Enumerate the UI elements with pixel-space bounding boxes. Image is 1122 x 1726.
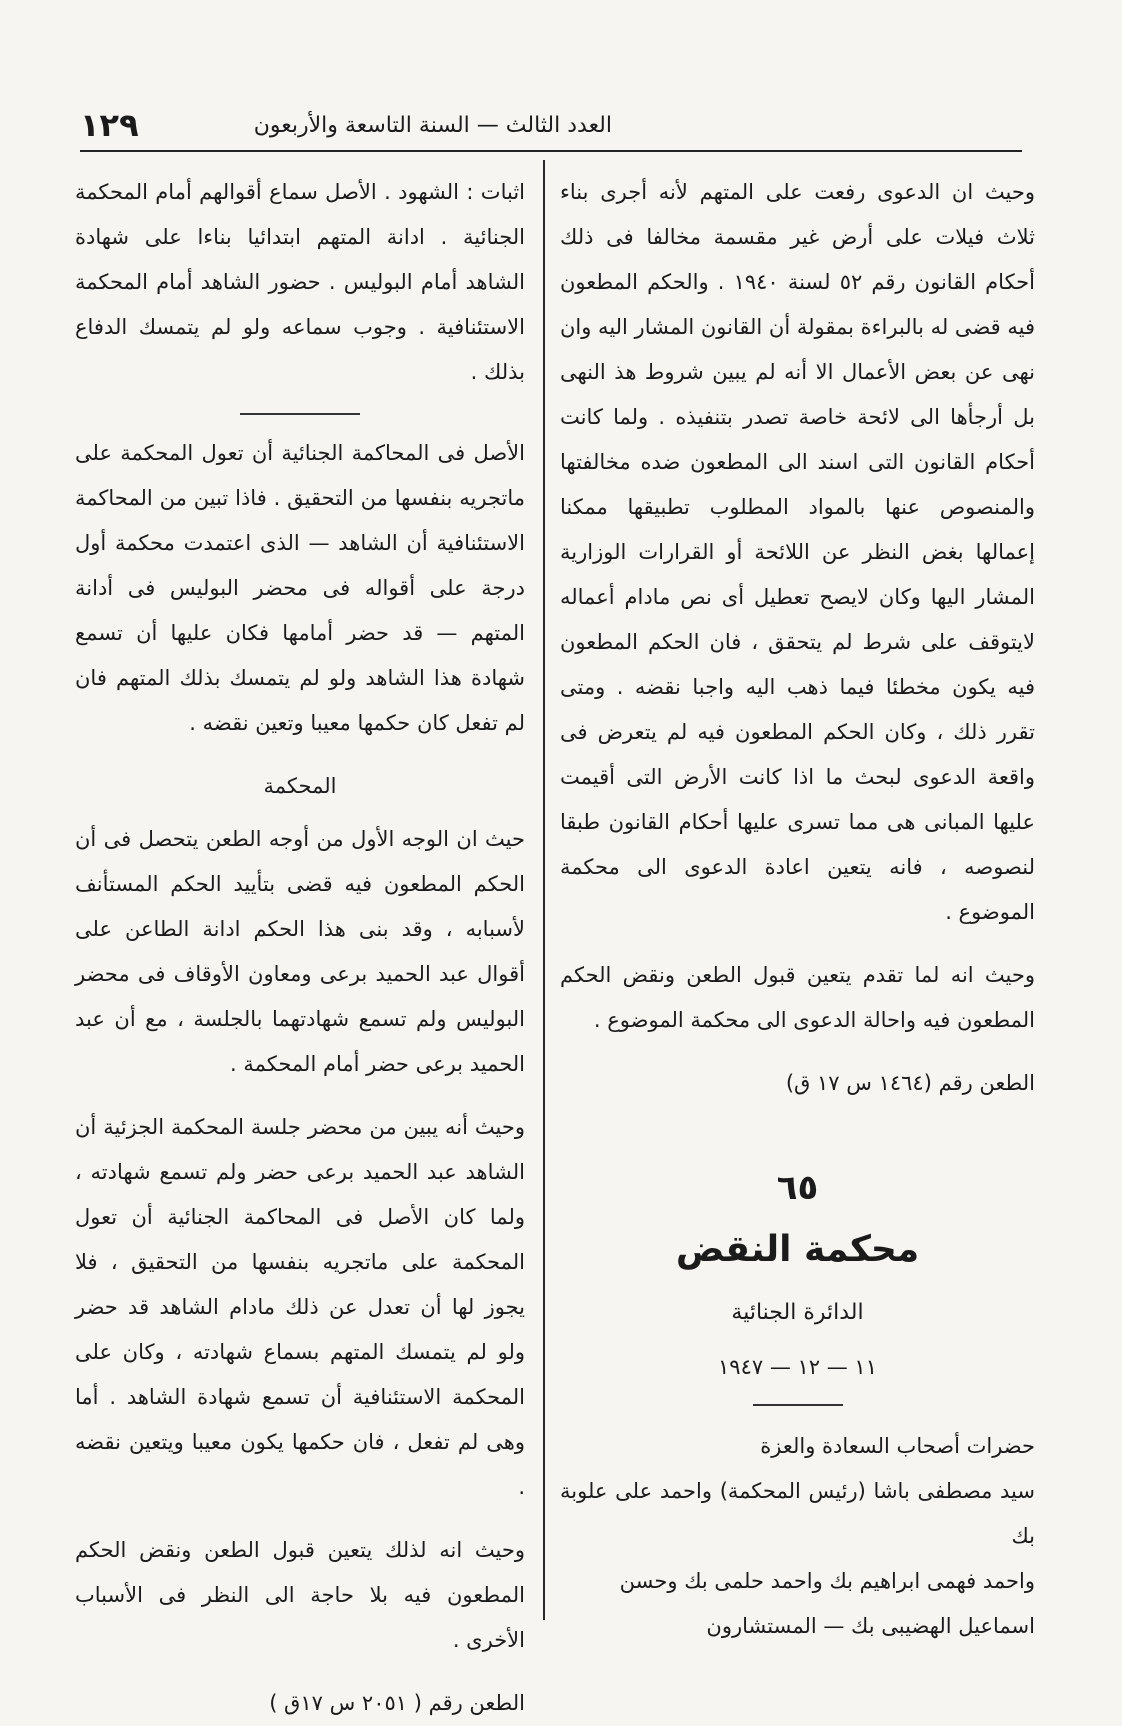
section-title: المحكمة — [263, 774, 337, 798]
divider — [240, 413, 360, 415]
running-header — [80, 100, 1022, 152]
page-number: ١٢٩ — [80, 106, 139, 144]
legal-principle: الأصل فى المحاكمة الجنائية أن تعول المحكمة على ماتجريه بنفسها من التحقيق . فاذا تبين من المحاكمة الاستئنافية أن الشاهد — الذى اعتمدت محكمة أول درجة على أقواله فى محضر البوليس فى أدانة المتهم — قد حضر أمامها فكان عليها أن تسمع شهادة هذا الشاهد ولو لم يتمسك بذلك المتهم فان لم تفعل كان حكمها معيبا وتعين نقضه . — [75, 441, 525, 735]
judges-panel — [560, 1424, 1035, 1649]
paragraph: حيث ان الوجه الأول من أوجه الطعن يتحصل فى أن الحكم المطعون فيه قضى بتأييد الحكم المستأنف لأسبابه ، وقد بنى هذا الحكم ادانة الطاعن على أقوال عبد الحميد برعى ومعاون الأوقاف فى محضر البوليس ولم تسمع شهادتهما بالجلسة ، مع أن عبد الحميد برعى حضر أمام المحكمة . — [75, 827, 525, 1076]
case-summary: اثبات : الشهود . الأصل سماع أقوالهم أمام المحكمة الجنائية . ادانة المتهم ابتدائيا بناءا على شهادة الشاهد أمام البوليس . حضور الشاهد أمام المحكمة الاستئنافية . وجوب سماعه ولو لم يتمسك الدفاع بذلك . — [75, 180, 525, 384]
panel-line: حضرات أصحاب السعادة والعزة — [760, 1434, 1035, 1458]
panel-line: واحمد فهمى ابراهيم بك واحمد حلمى بك وحسن — [619, 1569, 1035, 1593]
session-date: ١١ — ١٢ — ١٩٤٧ — [718, 1355, 877, 1379]
divider — [753, 1404, 843, 1406]
left-column — [75, 170, 525, 1726]
paragraph: وحيث ان الدعوى رفعت على المتهم لأنه أجرى بناء ثلاث فيلات على أرض غير مقسمة مخالفا فى ذلك أحكام القانون رقم ٥٢ لسنة ١٩٤٠ . والحكم المطعون فيه قضى له بالبراءة بمقولة أن القانون المشار اليه وان نهى عن بعض الأعمال الا أنه لم يبين شروط هذ النهى بل أرجأها الى لائحة خاصة تصدر بتنفيذه . ولما كانت أحكام القانون التى اسند الى المطعون ضده مخالفتها والمنصوص عنها بالمواد المطلوب تطبيقها ممكنا إعمالها بغض النظر عن اللائحة أو القرارات الوزارية المشار اليها وكان لايصح تعطيل أى نص مادام أعماله لايتوقف على شرط لم يتحقق ، فان الحكم المطعون فيه يكون مخطئا فيما ذهب اليه واجبا نقضه . ومتى تقرر ذلك ، وكان الحكم المطعون فيه لم يتعرض فى واقعة الدعوى لبحث ما اذا كانت الأرض التى أقيمت عليها المبانى هى مما تسرى عليها أحكام القانون طبقا لنصوصه ، فانه يتعين اعادة الدعوى الى محكمة الموضوع . — [559, 180, 1035, 924]
paragraph: وحيث انه لما تقدم يتعين قبول الطعن ونقض الحكم المطعون فيه واحالة الدعوى الى محكمة الموضوع . — [560, 963, 1035, 1032]
circuit-name: الدائرة الجنائية — [731, 1300, 864, 1325]
court-name: محكمة النقض — [675, 1229, 920, 1270]
panel-line: سيد مصطفى باشا (رئيس المحكمة) واحمد على علوبة بك — [560, 1479, 1035, 1548]
header-title: العدد الثالث — السنة التاسعة والأربعون — [253, 112, 612, 138]
paragraph: وحيث أنه يبين من محضر جلسة المحكمة الجزئية أن الشاهد عبد الحميد برعى حضر ولم تسمع شهادته ، ولما كان الأصل فى المحاكمة الجنائية أن تعول المحكمة على ماتجريه بنفسها من التحقيق ، فلا يجوز لها أن تعدل عن ذلك مادام الشاهد قد حضر ولو لم يتمسك المتهم بسماع شهادته ، وكان على المحكمة الاستئنافية أن تسمع شهادة الشاهد . أما وهى لم تفعل ، فان حكمها يكون معيبا ويتعين نقضه . — [75, 1115, 525, 1499]
paragraph: وحيث انه لذلك يتعين قبول الطعن ونقض الحكم المطعون فيه بلا حاجة الى النظر فى الأسباب الأخرى . — [75, 1538, 525, 1652]
panel-line: اسماعيل الهضيبى بك — المستشارون — [706, 1614, 1035, 1638]
appeal-citation: الطعن رقم (١٤٦٤ س ١٧ ق) — [785, 1071, 1035, 1095]
right-column — [560, 170, 1035, 1649]
case-number: ٦٥ — [776, 1168, 819, 1208]
column-divider — [543, 160, 545, 1620]
appeal-citation: الطعن رقم ( ٢٠٥١ س ١٧ق ) — [269, 1691, 525, 1715]
